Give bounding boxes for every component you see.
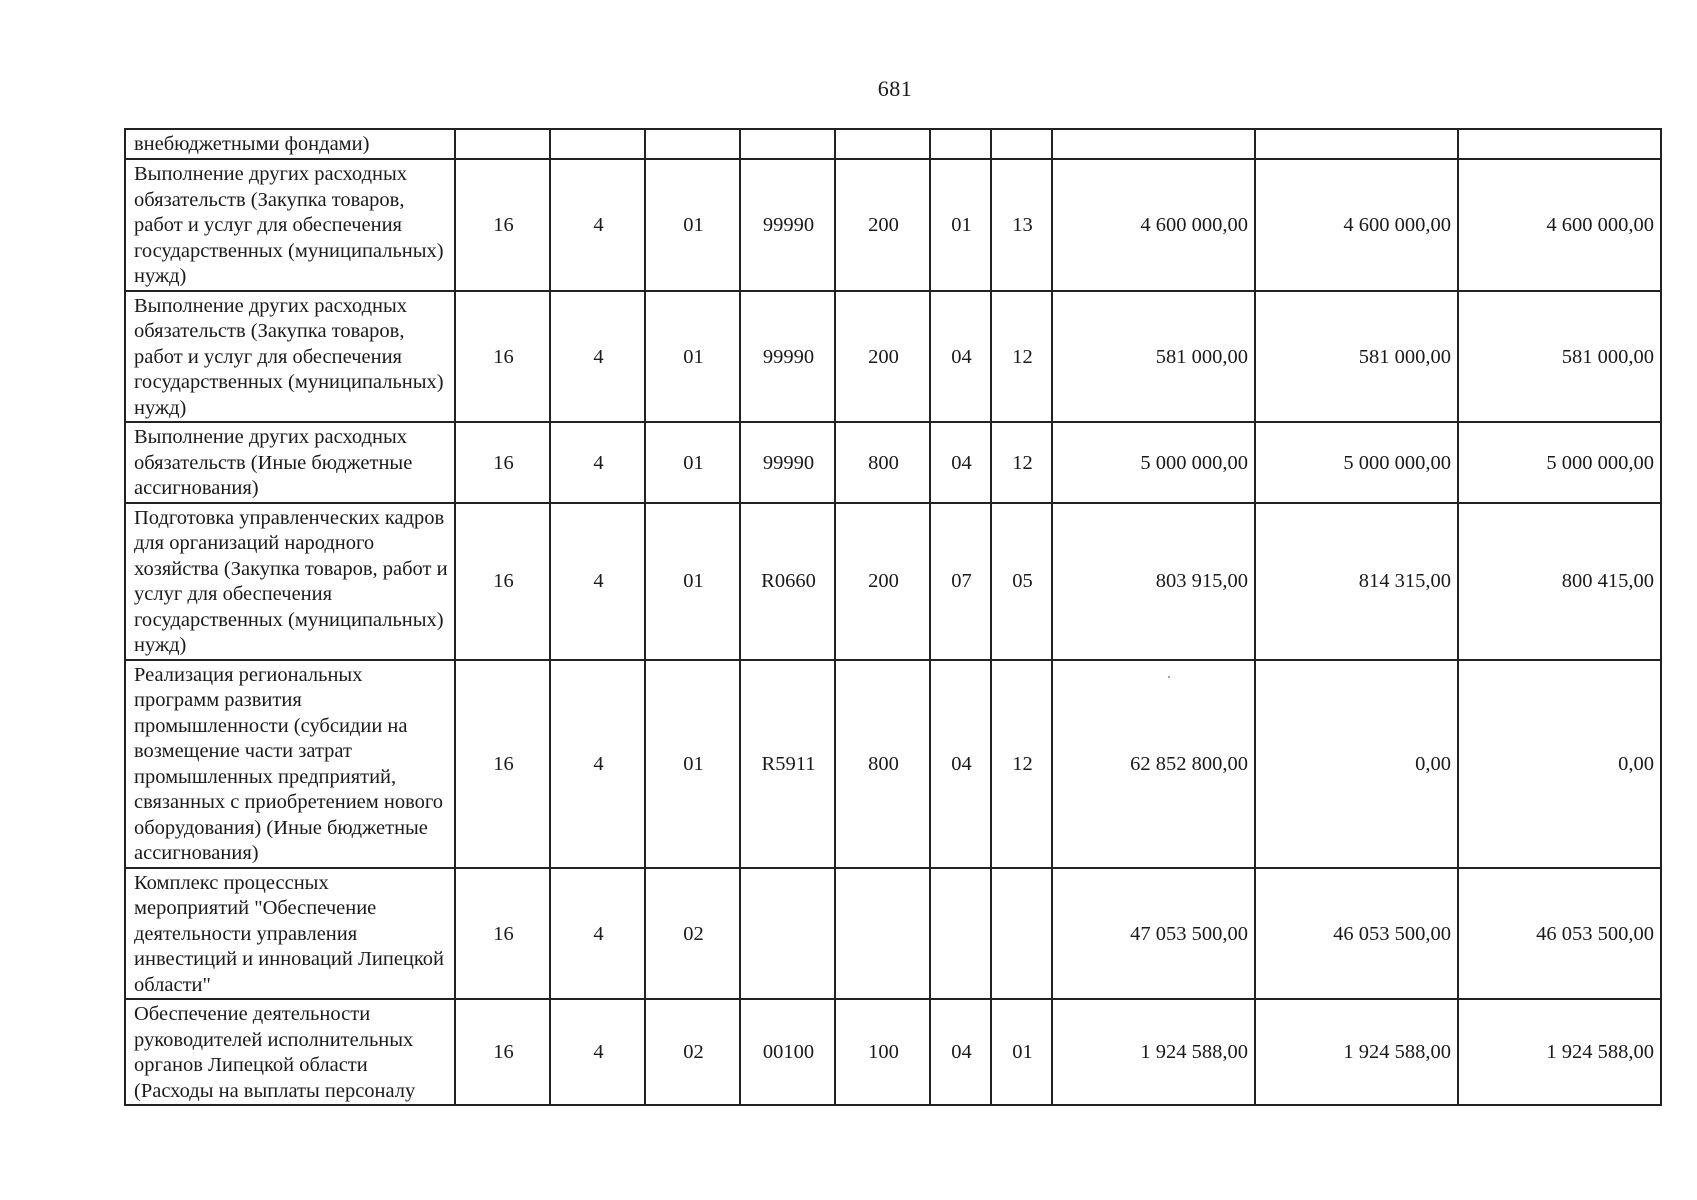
- activity-code: 01: [645, 159, 740, 291]
- table-row: [125, 159, 1661, 291]
- subsection-code: 12: [991, 291, 1052, 423]
- amount-year-1: 62 852 800,00: [1052, 660, 1255, 868]
- amount-year-2: 1 924 588,00: [1255, 999, 1458, 1105]
- section-code: 01: [930, 159, 991, 291]
- direction-code: 99990: [740, 159, 835, 291]
- activity-code: 01: [645, 503, 740, 660]
- amount-year-3: 0,00: [1458, 660, 1661, 868]
- row-name: Обеспечение деятельности руководителей исполнительных органов Липецкой области (Расходы на выплаты персоналу: [125, 999, 455, 1105]
- table-row: [125, 129, 1661, 159]
- direction-code: [740, 868, 835, 1000]
- activity-code: 01: [645, 422, 740, 503]
- activity-code: 01: [645, 660, 740, 868]
- direction-code: [740, 129, 835, 159]
- amount-year-2: 4 600 000,00: [1255, 159, 1458, 291]
- subprogram-code: 4: [550, 999, 645, 1105]
- expense-type-code: [835, 129, 930, 159]
- table-row: [125, 422, 1661, 503]
- program-code: 16: [455, 159, 550, 291]
- table-row: [125, 503, 1661, 660]
- amount-year-2: 814 315,00: [1255, 503, 1458, 660]
- direction-code: 99990: [740, 422, 835, 503]
- subsection-code: 13: [991, 159, 1052, 291]
- subsection-code: 01: [991, 999, 1052, 1105]
- activity-code: 01: [645, 291, 740, 423]
- subprogram-code: 4: [550, 291, 645, 423]
- subprogram-code: [550, 129, 645, 159]
- amount-year-1: 803 915,00: [1052, 503, 1255, 660]
- row-name: Выполнение других расходных обязательств (Закупка товаров, работ и услуг для обеспечения государственных (муниципальных) нужд): [125, 159, 455, 291]
- table-row: [125, 660, 1661, 868]
- subsection-code: 12: [991, 660, 1052, 868]
- amount-year-3: 46 053 500,00: [1458, 868, 1661, 1000]
- program-code: 16: [455, 660, 550, 868]
- page-number: 681: [877, 76, 913, 101]
- program-code: 16: [455, 999, 550, 1105]
- program-code: 16: [455, 291, 550, 423]
- amount-year-2: 5 000 000,00: [1255, 422, 1458, 503]
- amount-year-3: 4 600 000,00: [1458, 159, 1661, 291]
- expense-type-code: 200: [835, 503, 930, 660]
- amount-year-1: 4 600 000,00: [1052, 159, 1255, 291]
- activity-code: 02: [645, 999, 740, 1105]
- amount-year-1: [1052, 129, 1255, 159]
- subsection-code: 12: [991, 422, 1052, 503]
- section-code: [930, 868, 991, 1000]
- table-row: [125, 291, 1661, 423]
- row-name: Подготовка управленческих кадров для организаций народного хозяйства (Закупка товаров, работ и услуг для обеспечения государственных (муниципальных) нужд): [125, 503, 455, 660]
- table-row: [125, 999, 1661, 1105]
- subprogram-code: 4: [550, 503, 645, 660]
- amount-year-2: 581 000,00: [1255, 291, 1458, 423]
- row-name: Выполнение других расходных обязательств (Закупка товаров, работ и услуг для обеспечения государственных (муниципальных) нужд): [125, 291, 455, 423]
- subprogram-code: 4: [550, 422, 645, 503]
- expense-type-code: 200: [835, 159, 930, 291]
- subsection-code: 05: [991, 503, 1052, 660]
- program-code: 16: [455, 868, 550, 1000]
- amount-year-2: 0,00: [1255, 660, 1458, 868]
- program-code: 16: [455, 503, 550, 660]
- expense-type-code: [835, 868, 930, 1000]
- expense-type-code: 100: [835, 999, 930, 1105]
- amount-year-3: 800 415,00: [1458, 503, 1661, 660]
- amount-year-2: [1255, 129, 1458, 159]
- amount-year-1: 581 000,00: [1052, 291, 1255, 423]
- subsection-code: [991, 868, 1052, 1000]
- section-code: [930, 129, 991, 159]
- expense-type-code: 800: [835, 422, 930, 503]
- direction-code: 00100: [740, 999, 835, 1105]
- expense-type-code: 200: [835, 291, 930, 423]
- direction-code: R0660: [740, 503, 835, 660]
- subprogram-code: 4: [550, 660, 645, 868]
- section-code: 07: [930, 503, 991, 660]
- subsection-code: [991, 129, 1052, 159]
- amount-year-3: 1 924 588,00: [1458, 999, 1661, 1105]
- amount-year-3: [1458, 129, 1661, 159]
- section-code: 04: [930, 660, 991, 868]
- amount-year-1: 1 924 588,00: [1052, 999, 1255, 1105]
- budget-table: [124, 128, 1662, 1106]
- scan-speck: [1168, 676, 1170, 678]
- row-name: Комплекс процессных мероприятий "Обеспечение деятельности управления инвестиций и инноваций Липецкой области": [125, 868, 455, 1000]
- section-code: 04: [930, 422, 991, 503]
- table-row: [125, 868, 1661, 1000]
- amount-year-3: 5 000 000,00: [1458, 422, 1661, 503]
- activity-code: 02: [645, 868, 740, 1000]
- section-code: 04: [930, 291, 991, 423]
- program-code: 16: [455, 422, 550, 503]
- row-name: Реализация региональных программ развития промышленности (субсидии на возмещение части затрат промышленных предприятий, связанных с приобретением нового оборудования) (Иные бюджетные ассигнования): [125, 660, 455, 868]
- expense-type-code: 800: [835, 660, 930, 868]
- amount-year-2: 46 053 500,00: [1255, 868, 1458, 1000]
- amount-year-3: 581 000,00: [1458, 291, 1661, 423]
- amount-year-1: 5 000 000,00: [1052, 422, 1255, 503]
- direction-code: 99990: [740, 291, 835, 423]
- program-code: [455, 129, 550, 159]
- section-code: 04: [930, 999, 991, 1105]
- activity-code: [645, 129, 740, 159]
- amount-year-1: 47 053 500,00: [1052, 868, 1255, 1000]
- direction-code: R5911: [740, 660, 835, 868]
- row-name: внебюджетными фондами): [125, 129, 455, 159]
- subprogram-code: 4: [550, 868, 645, 1000]
- row-name: Выполнение других расходных обязательств (Иные бюджетные ассигнования): [125, 422, 455, 503]
- subprogram-code: 4: [550, 159, 645, 291]
